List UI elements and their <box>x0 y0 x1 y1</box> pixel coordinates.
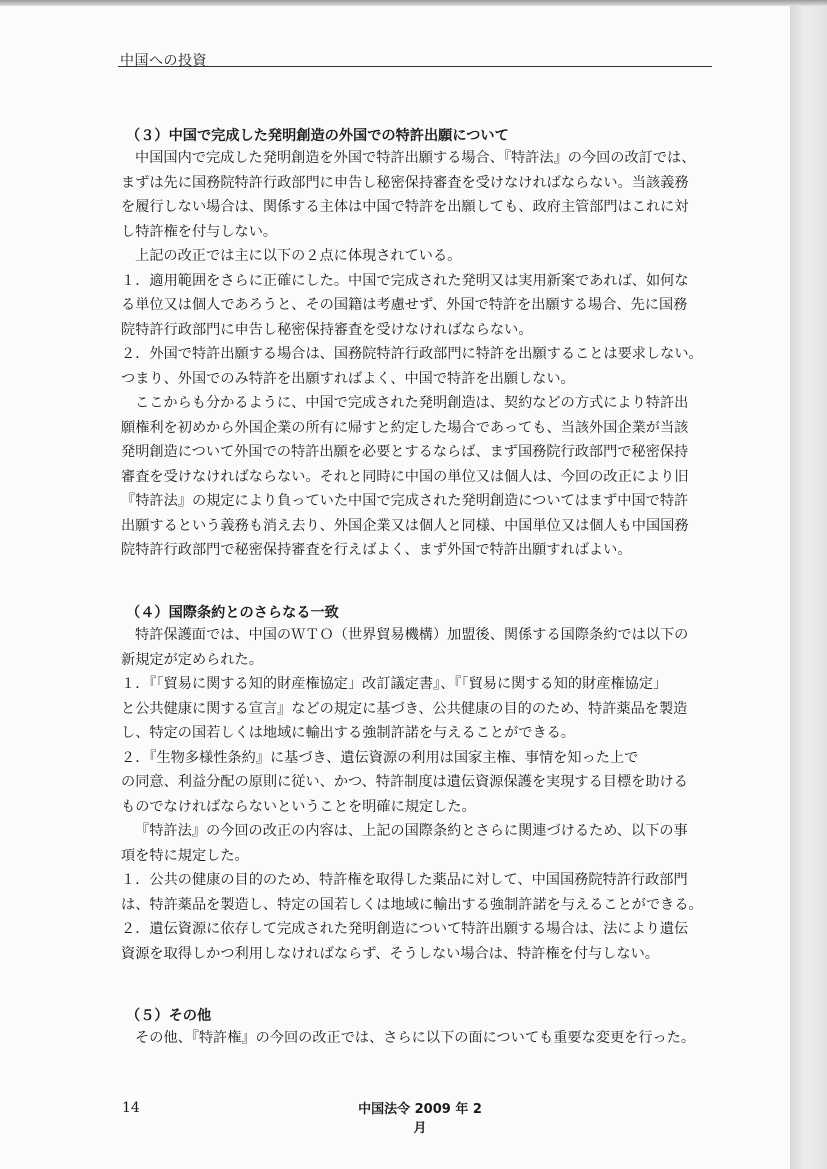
text-line: 院特許行政部門に申告し秘密保持審査を受けなければならない。 <box>121 321 533 338</box>
text-line: １．適用範囲をさらに正確にした。中国で完成された発明又は実用新案であれば、如何な <box>121 272 689 289</box>
text-line: つまり、外国でのみ特許を出願すればよく、中国で特許を出願しない。 <box>121 370 575 387</box>
section-4-body <box>121 623 716 966</box>
text-line: ２．遺伝資源に依存して完成された発明創造について特許出願する場合は、法により遺伝 <box>121 921 689 937</box>
text-line: ここからも分かるように、中国で完成された発明創造は、契約などの方式により特許出 <box>135 395 689 411</box>
section-4-heading: （４）国際条約とのさらなる一致 <box>126 605 339 621</box>
text-line: 資源を取得しかつ利用しなければならず、そうしない場合は、特許権を付与しない。 <box>121 945 659 962</box>
text-line: し特許権を付与しない。 <box>121 223 278 240</box>
text-line: と公共健康に関する宣言』などの規定に基づき、公共健康の目的のため、特許薬品を製造 <box>121 700 688 717</box>
section-3-heading: （３）中国で完成した発明創造の外国での特許出願について <box>126 128 509 144</box>
section-5-heading: （５）その他 <box>126 1008 212 1024</box>
text-line: は、特許薬品を製造し、特定の国若しくは地域に輸出する強制許諾を与えることができる。 <box>121 896 703 913</box>
text-line: 『特許法』の規定により負っていた中国で完成された発明創造についてはまず中国で特許 <box>121 493 689 509</box>
text-line: 『特許法』の今回の改正の内容は、上記の国際条約とさらに関連づけるため、以下の事 <box>135 823 688 839</box>
text-line: 願権利を初めから外国企業の所有に帰すと約定した場合であっても、当該外国企業が当該 <box>121 419 689 436</box>
section-3-body <box>121 146 716 563</box>
text-line: る単位又は個人であろうと、その国籍は考慮せず、外国で特許を出願する場合、先に国務 <box>121 297 688 313</box>
running-header: 中国への投資 <box>120 53 207 69</box>
text-line: ものでなければならないということを明確に規定した。 <box>121 798 476 815</box>
text-line: 新規定が定められた。 <box>121 651 263 668</box>
text-line: し、特定の国若しくは地域に輸出する強制許諾を与えることができる。 <box>121 725 576 741</box>
text-line: 上記の改正では主に以下の２点に体現されている。 <box>135 248 462 264</box>
page-number: 14 <box>122 1100 140 1116</box>
scan-margin <box>790 0 827 1169</box>
text-line: 出願するという義務も消え去り、外国企業又は個人と同様、中国単位又は個人も中国国務 <box>121 517 689 534</box>
text-line: 院特許行政部門で秘密保持審査を行えばよく、まず外国で特許出願すればよい。 <box>121 542 632 558</box>
text-line: 審査を受けなければならない。それと同時に中国の単位又は個人は、今回の改正により旧 <box>121 468 689 485</box>
scan-top-edge <box>0 0 827 6</box>
text-line: その他、『特許権』の今回の改正では、さらに以下の面についても重要な変更を行った。 <box>135 1030 696 1046</box>
text-line: 特許保護面では、中国のＷＴＯ（世界貿易機構）加盟後、関係する国際条約では以下の <box>135 627 689 643</box>
text-line: １．公共の健康の目的のため、特許権を取得した薬品に対して、中国国務院特許行政部門 <box>121 872 688 888</box>
text-line: １．『「貿易に関する知的財産権協定」改訂議定書』、『「貿易に関する知的財産権協定」 <box>121 676 668 692</box>
text-line: 中国国内で完成した発明創造を外国で特許出願する場合、『特許法』の今回の改訂では、 <box>135 150 696 166</box>
text-line: まずは先に国務院特許行政部門に申告し秘密保持審査を受けなければならない。当該義務 <box>121 174 689 191</box>
header-rule <box>118 66 712 67</box>
text-line: を履行しない場合は、関係する主体は中国で特許を出願しても、政府主管部門はこれに対 <box>121 199 689 215</box>
text-line: の同意、利益分配の原則に従い、かつ、特許制度は遺伝資源保護を実現する目標を助ける <box>121 774 688 790</box>
text-line: 発明創造について外国での特許出願を必要とするならば、まず国務院行政部門で秘密保持 <box>121 444 689 460</box>
text-line: ２．外国で特許出願する場合は、国務院特許行政部門に特許を出願することは要求しない。 <box>121 346 703 362</box>
text-line: ２．『生物多様性条約』に基づき、遺伝資源の利用は国家主権、事情を知った上で <box>121 749 639 766</box>
text-line: 項を特に規定した。 <box>121 847 249 864</box>
publication-footer: 中国法令 2009 年 2 月 <box>358 1102 482 1136</box>
section-5-body <box>121 1026 716 1051</box>
